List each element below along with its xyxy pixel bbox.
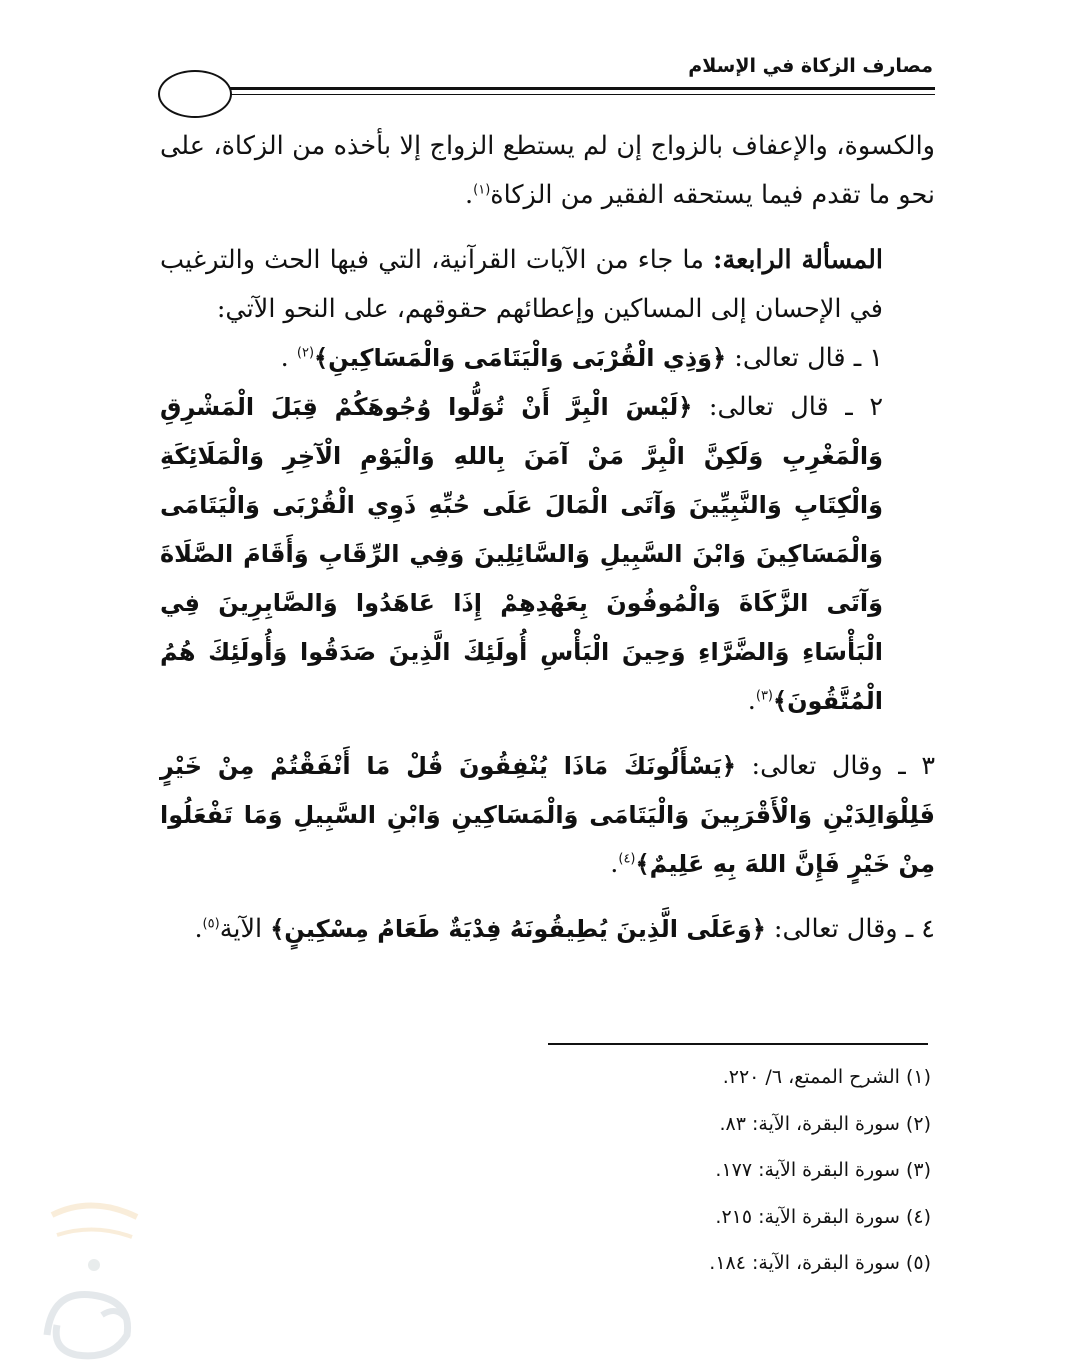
footnote: (٢) سورة البقرة، الآية: ٨٣. bbox=[719, 1112, 931, 1135]
footnote: (٥) سورة البقرة، الآية: ١٨٤. bbox=[709, 1252, 931, 1274]
publisher-logo-watermark-icon bbox=[32, 1195, 157, 1365]
item-prefix: ٣ ـ وقال تعالى: bbox=[751, 751, 936, 781]
footnotes bbox=[511, 1062, 931, 1295]
footnote-separator bbox=[548, 1043, 928, 1045]
footnote-ref: (٣) bbox=[755, 688, 773, 704]
quran-verse: ﴿يَسْأَلُونَكَ مَاذَا يُنْفِقُونَ قُلْ مَا أَنْفَقْتُمْ مِنْ خَيْرٍ فَلِلْوَالِدَيْنِ وَالْأَقْرَبِينَ وَالْيَتَامَى وَالْمَسَاكِينِ وَابْنِ السَّبِيلِ وَمَا تَفْعَلُوا مِنْ خَيْرٍ فَإِنَّ اللهَ بِهِ عَلِيمٌ﴾ bbox=[160, 752, 935, 878]
page-number-oval bbox=[158, 70, 232, 118]
list-item: ٣ ـ وقال تعالى: ﴿يَسْأَلُونَكَ مَاذَا يُنْفِقُونَ قُلْ مَا أَنْفَقْتُمْ مِنْ خَيْرٍ فَلِلْوَالِدَيْنِ وَالْأَقْرَبِينَ وَالْيَتَامَى وَالْمَسَاكِينِ وَابْنِ السَّبِيلِ وَمَا تَفْعَلُوا مِنْ خَيْرٍ فَإِنَّ اللهَ بِهِ عَلِيمٌ﴾$^{(٤)}$. bbox=[160, 751, 936, 879]
quran-verse: ﴿وَعَلَى الَّذِينَ يُطِيقُونَهُ فِدْيَةٌ طَعَامُ مِسْكِينٍ﴾ bbox=[270, 915, 766, 943]
quran-verse: ﴿لَيْسَ الْبِرَّ أَنْ تُوَلُّوا وُجُوهَكُمْ قِبَلَ الْمَشْرِقِ وَالْمَغْرِبِ وَلَكِنَّ الْبِرَّ مَنْ آمَنَ بِاللهِ وَالْيَوْمِ الْآخِرِ وَالْمَلَائِكَةِ وَالْكِتَابِ وَالنَّبِيِّينَ وَآتَى الْمَالَ عَلَى حُبِّهِ ذَوِي الْقُرْبَى وَالْيَتَامَى وَالْمَسَاكِينَ وَابْنَ السَّبِيلِ وَالسَّائِلِينَ وَفِي الرِّقَابِ وَأَقَامَ الصَّلَاةَ وَآتَى الزَّكَاةَ وَالْمُوفُونَ بِعَهْدِهِمْ إِذَا عَاهَدُوا وَالصَّابِرِينَ فِي الْبَأْسَاءِ وَالضَّرَّاءِ وَحِينَ الْبَأْسِ أُولَئِكَ الَّذِينَ صَدَقُوا وَأُولَئِكَ هُمُ الْمُتَّقُونَ﴾ bbox=[160, 393, 883, 715]
footnote-ref: (٢) bbox=[296, 345, 315, 361]
footnote: (٣) سورة البقرة الآية: ١٧٧. bbox=[715, 1159, 931, 1181]
list-item: ٢ ـ قال تعالى: ﴿لَيْسَ الْبِرَّ أَنْ تُوَلُّوا وُجُوهَكُمْ قِبَلَ الْمَشْرِقِ وَالْمَغْرِبِ وَلَكِنَّ الْبِرَّ مَنْ آمَنَ بِاللهِ وَالْيَوْمِ الْآخِرِ وَالْمَلَائِكَةِ وَالْكِتَابِ وَالنَّبِيِّينَ وَآتَى الْمَالَ عَلَى حُبِّهِ ذَوِي الْقُرْبَى وَالْيَتَامَى وَالْمَسَاكِينَ وَابْنَ السَّبِيلِ وَالسَّائِلِينَ وَفِي الرِّقَابِ وَأَقَامَ الصَّلَاةَ وَآتَى الزَّكَاةَ وَالْمُوفُونَ بِعَهْدِهِمْ إِذَا عَاهَدُوا وَالصَّابِرِينَ فِي الْبَأْسَاءِ وَالضَّرَّاءِ وَحِينَ الْبَأْسِ أُولَئِكَ الَّذِينَ صَدَقُوا وَأُولَئِكَ هُمُ الْمُتَّقُونَ﴾$^{(٣)}$. bbox=[160, 392, 884, 716]
footnote-ref: (١) bbox=[473, 182, 491, 198]
footnote: (١) الشرح الممتع، ٦/ ٢٢٠. bbox=[722, 1066, 931, 1088]
footnote-ref: (٤) bbox=[618, 851, 636, 867]
main-body-text bbox=[160, 122, 935, 954]
footnote: (٤) سورة البقرة الآية: ٢١٥. bbox=[715, 1205, 931, 1228]
header-rule-thin bbox=[160, 94, 935, 95]
item-prefix: ٢ ـ قال تعالى: bbox=[708, 392, 884, 422]
item-prefix: ٤ ـ وقال تعالى: bbox=[773, 914, 935, 944]
header-rule-thick bbox=[160, 87, 935, 90]
running-header-title: مصارف الزكاة في الإسلام bbox=[688, 55, 933, 77]
list-item: ١ ـ قال تعالى: ﴿وَذِي الْقُرْبَى وَالْيَتَامَى وَالْمَسَاكِينِ﴾$^{(٢)}$ . bbox=[280, 343, 883, 373]
quran-verse: ﴿وَذِي الْقُرْبَى وَالْيَتَامَى وَالْمَسَاكِينِ﴾ bbox=[314, 344, 727, 372]
paragraph-continuation: والكسوة، والإعفاف بالزواج إن لم يستطع الزواج إلا بأخذه من الزكاة، على نحو ما تقدم فيما يستحقه الفقير من الزكاة$^{(١)}$. bbox=[160, 131, 935, 210]
list-item: ٤ ـ وقال تعالى: ﴿وَعَلَى الَّذِينَ يُطِيقُونَهُ فِدْيَةٌ طَعَامُ مِسْكِينٍ﴾ الآية$^{(٥)}$. bbox=[194, 914, 935, 944]
item-prefix: ١ ـ قال تعالى: bbox=[734, 343, 883, 373]
footnote-ref: (٥) bbox=[202, 916, 220, 932]
issue-text: ما جاء من الآيات القرآنية، التي فيها الحث والترغيب في الإحسان إلى المساكين وإعطائهم حقوقهم، على النحو الآتي: bbox=[160, 245, 883, 324]
issue-paragraph bbox=[160, 236, 935, 334]
issue-label: المسألة الرابعة: bbox=[713, 245, 883, 275]
